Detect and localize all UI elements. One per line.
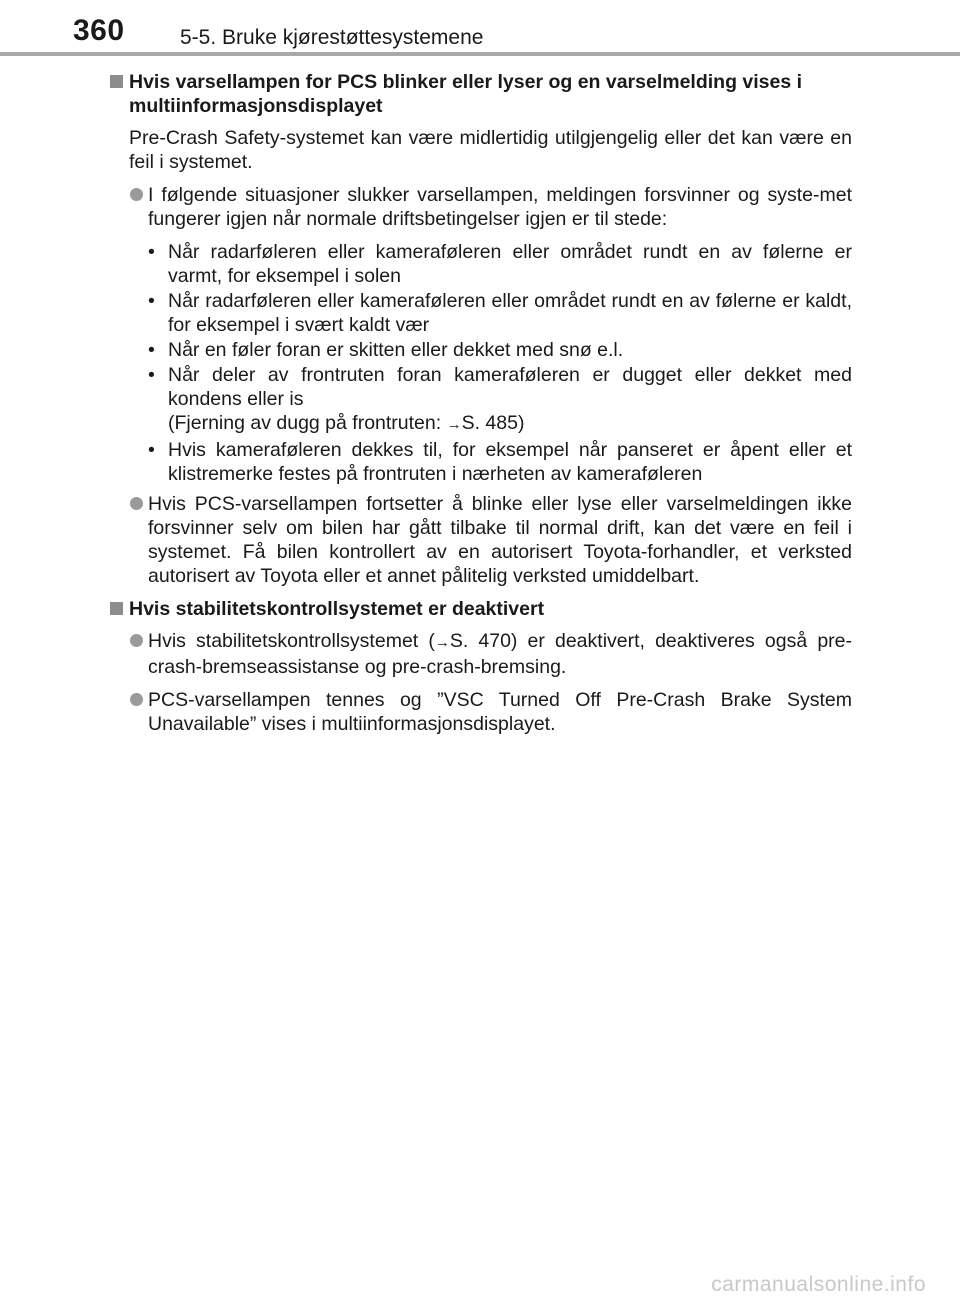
condition-text: Hvis kameraføleren dekkes til, for eksempel når panseret er åpent eller et klistremerke festes på frontruten i nærheten av kameraføleren: [168, 439, 852, 485]
dot-marker: •: [148, 439, 155, 461]
watermark: carmanualsonline.info: [711, 1273, 926, 1296]
list-item: [110, 183, 852, 231]
condition-text: Når deler av frontruten foran kameraføleren er dugget eller dekket med kondens eller is: [168, 364, 852, 410]
reference-prefix: (Fjerning av dugg på frontruten:: [168, 412, 447, 434]
dot-marker: •: [148, 241, 155, 263]
bullet-text: I følgende situasjoner slukker varsellampen, meldingen forsvinner og syste-met fungerer igjen når normale driftsbetingelser igjen er til stede:: [148, 184, 852, 230]
bullet-text-suffix: S. 470) er deaktivert, deaktiveres også pre-crash-bremseassistanse og pre-crash-bremsing.: [148, 630, 852, 678]
page-header: [0, 0, 960, 58]
circle-bullet-icon: [130, 634, 143, 647]
page-content: [110, 70, 852, 745]
section-heading-pcs-warning: [110, 70, 852, 118]
arrow-right-icon[interactable]: →: [434, 634, 450, 651]
condition-text: Når radarføleren eller kameraføleren eller området rundt en av følerne er varmt, for eksempel i solen: [168, 241, 852, 287]
circle-bullet-icon: [130, 188, 143, 201]
condition-item: [148, 289, 852, 337]
condition-item: [148, 438, 852, 486]
heading-text: Hvis stabilitetskontrollsystemet er deaktivert: [129, 598, 545, 620]
bullet-text-prefix: Hvis stabilitetskontrollsystemet (: [148, 630, 435, 652]
dot-marker: •: [148, 339, 155, 361]
section-title: 5-5. Bruke kjørestøttesystemene: [180, 26, 484, 49]
condition-item: [148, 363, 852, 437]
heading-text: Hvis varsellampen for PCS blinker eller lyser og en varselmelding vises i multiinformasjonsdisplayet: [129, 71, 803, 117]
header-divider: [0, 52, 960, 56]
list-item: [110, 492, 852, 588]
list-item: [110, 688, 852, 736]
square-bullet-icon: [110, 75, 123, 88]
arrow-right-icon: →: [446, 416, 462, 433]
circle-bullet-icon: [130, 693, 143, 706]
circle-bullet-icon: [130, 497, 143, 510]
condition-text: Når radarføleren eller kameraføleren eller området rundt en av følerne er kaldt, for eksempel i svært kaldt vær: [168, 290, 852, 336]
page-reference[interactable]: [168, 411, 852, 437]
condition-item: [148, 338, 852, 362]
section-heading-stability-control: [110, 597, 852, 621]
conditions-list: [110, 240, 852, 486]
square-bullet-icon: [110, 602, 123, 615]
bullet-text: PCS-varsellampen tennes og ”VSC Turned Off Pre-Crash Brake System Unavailable” vises i multiinformasjonsdisplayet.: [148, 689, 852, 735]
page-number: 360: [73, 14, 125, 47]
condition-item: [148, 240, 852, 288]
dot-marker: •: [148, 290, 155, 312]
list-item: [110, 629, 852, 679]
condition-text: Når en føler foran er skitten eller dekket med snø e.l.: [168, 339, 624, 361]
reference-page: S. 485): [461, 412, 525, 434]
dot-marker: •: [148, 364, 155, 386]
intro-paragraph: Pre-Crash Safety-systemet kan være midlertidig utilgjengelig eller det kan være en feil i systemet.: [129, 127, 852, 173]
bullet-text: Hvis PCS-varsellampen fortsetter å blinke eller lyse eller varselmeldingen ikke forsvinner selv om bilen har gått tilbake til normal drift, kan det være en feil i systemet. Få bilen kontrollert av en autorisert Toyota-forhandler, et verksted autorisert av Toyota eller et annet pålitelig verksted umiddelbart.: [148, 493, 852, 587]
